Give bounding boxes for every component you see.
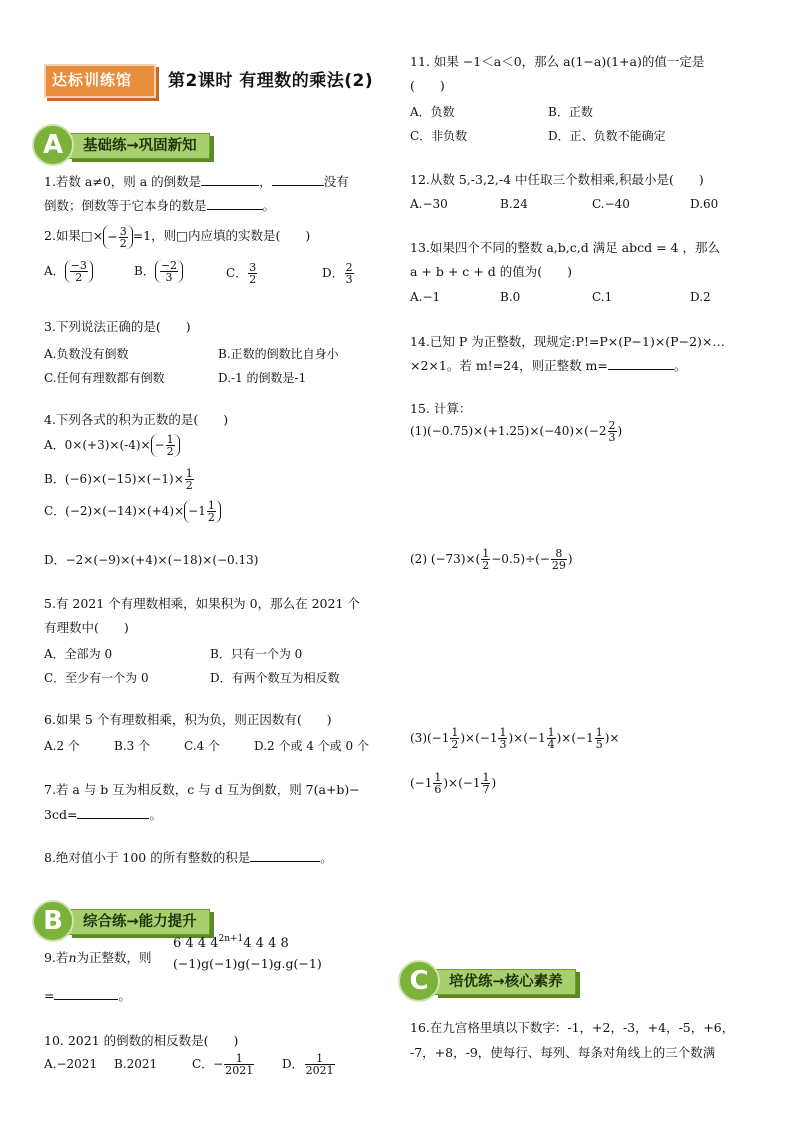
question-15-stem: 15. 计算： [410,401,472,416]
q15-p1-text: (1)(−0.75)×(+1.25)×(−40)×(−2 [410,424,607,438]
paren-group [155,260,183,283]
answer-blank [250,861,320,862]
numerator: 1 [595,726,603,739]
numerator: 1 [166,433,174,446]
numerator: 1 [482,771,490,784]
q10-option-a[interactable]: A.−2021 [44,1057,98,1071]
numerator: 2 [608,419,616,432]
denominator: 2 [166,445,174,458]
q1-text-d: 倒数；倒数等于它本身的数是 [44,198,207,213]
q1-text-a: 1.若数 a≠0，则 a 的倒数是 [44,174,202,189]
q15-p3-text: )×(−1 [460,731,498,745]
q15-part-1 [410,420,622,443]
question-4-stem: 4.下列各式的积为正数的是( ) [44,412,229,427]
q9-text-d: 。 [118,988,131,1003]
numerator: 1 [185,467,193,480]
q13-option-a[interactable]: A.−1 [410,290,441,304]
question-16-line-1: 16.在九宫格里填以下数字：-1，+2，-3，+4，-5，+6， [410,1020,735,1035]
denominator: 4 [547,738,555,751]
option-text: B．(−6)×(−15)×(−1)× [44,472,184,486]
denominator: 2 [482,559,490,572]
question-9-line-2 [44,984,131,1008]
question-5-line-2: 有理数中( ) [44,620,129,635]
q13-option-d[interactable]: D.2 [690,290,711,304]
q2-text-a: 2.如果□× [44,228,104,243]
option-label: C． [226,266,248,280]
q12-option-d[interactable]: D.60 [690,197,719,211]
q6-option-c[interactable]: C.4 个 [184,739,221,753]
fraction [70,260,88,283]
section-a-title: 基础练→巩固新知 [83,138,197,154]
denominator: 5 [595,738,603,751]
fraction [207,500,216,523]
numerator: 1 [451,726,459,739]
paren-group [184,500,221,523]
denominator: 2 [119,236,127,250]
question-1-line-2 [44,194,275,218]
q15-p3-text: )×(−1 [443,776,481,790]
q6-option-d[interactable]: D.2 个或 4 个或 0 个 [254,739,369,753]
fraction [547,727,556,750]
q15-part-3-line-2 [410,772,496,795]
denominator: 2 [75,271,83,284]
question-2-stem [44,224,310,249]
denominator: 2 [451,738,459,751]
q15-p1-end: ) [617,424,623,438]
q13-option-b[interactable]: B.0 [500,290,521,304]
fraction [433,772,442,795]
denominator: 6 [434,783,442,796]
denominator: 3 [608,431,616,444]
paren-group [103,225,132,249]
option-label: D． [322,266,344,280]
q2-text-b: =1，则□内应填的实数是( ) [132,228,311,243]
question-14-line-1: 14.已知 P 为正整数，现规定:P!=P×(P−1)×(P−2)×… [410,334,725,349]
fraction [345,262,354,285]
q10-option-c[interactable] [192,1053,255,1076]
numerator: −3 [70,259,87,272]
q5-option-d[interactable]: D．有两个数互为相反数 [210,671,340,685]
question-9-stem [44,946,152,970]
fraction [224,1053,254,1076]
q7-text-b: 。 [149,807,162,822]
section-c-bar [434,969,576,995]
q15-p2-text-b: −0.5)÷(− [491,552,550,566]
answer-blank [54,999,118,1000]
q15-p3-text: ) [491,776,497,790]
numerator: 2 [345,261,353,274]
q9-text-a: 9.若 [44,950,69,965]
denominator: 2 [249,273,257,286]
question-10-stem: 10. 2021 的倒数的相反数是( ) [44,1033,239,1048]
badge-label: 达标训练馆 [52,71,133,89]
q15-p2-text-a: (2) (−73)×( [410,552,481,566]
question-16-line-2: -7，+8，-9，使每行、每列、每条对角线上的三个数满 [410,1045,716,1060]
q1-text-c: 没有 [323,174,349,189]
q15-p2-text-c: ) [567,552,573,566]
numerator: 1 [207,499,215,512]
q4-option-b[interactable] [44,468,195,491]
question-11-stem: 11. 如果 −1＜a＜0，那么 a(1−a)(1+a)的值一定是 [410,54,705,69]
q15-p3-text: (−1 [410,776,433,790]
q13-option-c[interactable]: C.1 [592,290,613,304]
numerator: −2 [160,259,178,272]
paren-group [65,260,93,283]
denominator: 2 [185,479,193,492]
fraction [608,420,617,443]
answer-blank [207,209,263,210]
option-label: B． [134,264,155,278]
q9-text-c: = [44,988,55,1003]
answer-blank [608,369,674,370]
q1-text-b: ， [259,174,272,189]
q15-p3-text: (3)(−1 [410,731,450,745]
section-a-bar [68,133,210,159]
question-6-stem: 6.如果 5 个有理数相乘，积为负，则正因数有( ) [44,712,332,727]
numerator: 1 [482,547,490,560]
q3-option-c[interactable]: C.任何有理数都有倒数 [44,371,165,385]
fraction [185,468,194,491]
q4-option-c[interactable] [44,500,221,523]
numerator: 3 [249,261,257,274]
question-13-line-1: 13.如果四个不同的整数 a,b,c,d 满足 abcd = 4 ，那么 [410,240,720,255]
q12-option-a[interactable]: A.−30 [410,197,448,211]
answer-blank [272,185,324,186]
answer-blank [77,818,149,819]
section-badge [44,58,156,98]
option-label: A． [44,264,65,278]
numerator: 3 [119,224,127,238]
denominator: 7 [482,783,490,796]
q3-option-d[interactable]: D.-1 的倒数是-1 [218,371,307,385]
numerator: 1 [305,1053,335,1065]
section-a-letter: A [32,124,74,166]
minus-sign: − [107,228,118,244]
fraction [248,262,257,285]
numerator: 1 [499,726,507,739]
q8-text-a: 8.绝对值小于 100 的所有整数的积是 [44,850,251,865]
question-7-line-1: 7.若 a 与 b 互为相反数，c 与 d 互为倒数，则 7(a+b)− [44,782,360,797]
fraction [551,548,567,571]
q11-option-d[interactable]: D．正、负数不能确定 [548,129,666,143]
lesson-title: 第2课时 有理数的乘法(2) [168,71,374,91]
q2-option-b[interactable] [134,260,183,283]
q5-option-c[interactable]: C．至少有一个为 0 [44,671,149,685]
question-11-paren: ( ) [410,78,445,93]
fraction [119,226,128,249]
section-b-title: 综合练→能力提升 [83,914,197,930]
q15-p3-text: )×(−1 [508,731,546,745]
q9-expression-top [173,936,289,951]
q10-option-d[interactable] [282,1053,336,1076]
question-5-line-1: 5.有 2021 个有理数相乘，如果积为 0，那么在 2021 个 [44,596,360,611]
q11-option-b[interactable]: B．正数 [548,105,593,119]
section-b-letter: B [32,900,74,942]
question-12-stem: 12.从数 5,-3,2,-4 中任取三个数相乘,积最小是( ) [410,172,704,187]
q6-option-b[interactable]: B.3 个 [114,739,151,753]
q15-p3-text: )× [604,731,620,745]
q10-option-b[interactable]: B.2021 [114,1057,158,1071]
q3-option-a[interactable]: A.负数没有倒数 [44,347,129,361]
q9-text-b: 为正整数，则 [76,950,152,965]
q14-text-b: 。 [673,358,687,373]
q15-part-3-line-1 [410,727,619,750]
option-text: C．(−2)×(−14)×(+4)× [44,504,185,518]
q5-option-b[interactable]: B．只有一个为 0 [210,647,303,661]
fraction [595,727,604,750]
answer-blank [201,185,259,186]
denominator: 29 [551,559,566,572]
option-text: C．− [192,1057,224,1071]
q4-option-d[interactable]: D．−2×(−9)×(+4)×(−18)×(−0.13) [44,553,259,567]
q8-text-b: 。 [320,850,333,865]
numerator: 8 [551,548,567,560]
section-c-title: 培优练→核心素养 [449,974,563,990]
q14-text-a: ×2×1。若 m!=24，则正整数 m= [410,358,608,373]
denominator: 3 [165,271,173,284]
q2-option-d[interactable] [322,262,355,285]
q2-option-c[interactable] [226,262,258,285]
q12-option-c[interactable]: C.−40 [592,197,630,211]
numerator: 1 [224,1053,254,1065]
paren-group: − $\frac{1}{2}$ [151,434,180,457]
fraction [498,727,507,750]
option-text: A．0×(+3)×(-4)× [44,438,151,452]
q1-text-e: 。 [262,198,276,213]
section-c-letter: C [398,960,440,1002]
q15-p3-text: )×(−1 [556,731,594,745]
q9-expression-bottom: (−1)g(−1)g(−1)g.g(−1) [173,956,322,971]
integer-part: −1 [188,504,206,518]
question-3-stem: 3.下列说法正确的是( ) [44,319,191,334]
fraction [481,548,490,571]
q9-top-digits: 6 4 4 4 [173,936,219,951]
fraction [160,260,178,283]
question-14-line-2 [410,354,686,378]
q7-text-a: 3cd= [44,807,78,822]
fraction [305,1053,335,1076]
q5-option-a[interactable]: A．全部为 0 [44,647,113,661]
variable-n: n [68,950,77,965]
denominator: 3 [499,738,507,751]
q4-option-a[interactable] [44,434,180,457]
q11-option-a[interactable]: A．负数 [410,105,455,119]
option-text: D． [282,1057,304,1071]
fraction [450,727,459,750]
question-1-line-1 [44,170,349,194]
numerator: 1 [434,771,442,784]
question-7-line-2 [44,803,162,827]
q3-option-b[interactable]: B.正数的倒数比自身小 [218,347,339,361]
q9-exponent: 2n+1 [218,934,244,944]
denominator: 3 [345,273,353,286]
q11-option-c[interactable]: C．非负数 [410,129,468,143]
numerator: 1 [547,726,555,739]
q6-option-a[interactable]: A.2 个 [44,739,80,753]
q2-option-a[interactable] [44,260,93,283]
denominator: 2021 [225,1064,254,1077]
denominator: 2 [207,511,215,524]
fraction [481,772,490,795]
question-13-line-2: a + b + c + d 的值为( ) [410,264,572,279]
q12-option-b[interactable]: B.24 [500,197,528,211]
q15-part-2 [410,548,573,571]
question-8-stem [44,846,333,870]
denominator: 2021 [305,1064,334,1077]
q9-top-digits-2: 4 4 4 8 [243,936,289,951]
section-b-bar [68,909,210,935]
fraction [166,434,175,457]
